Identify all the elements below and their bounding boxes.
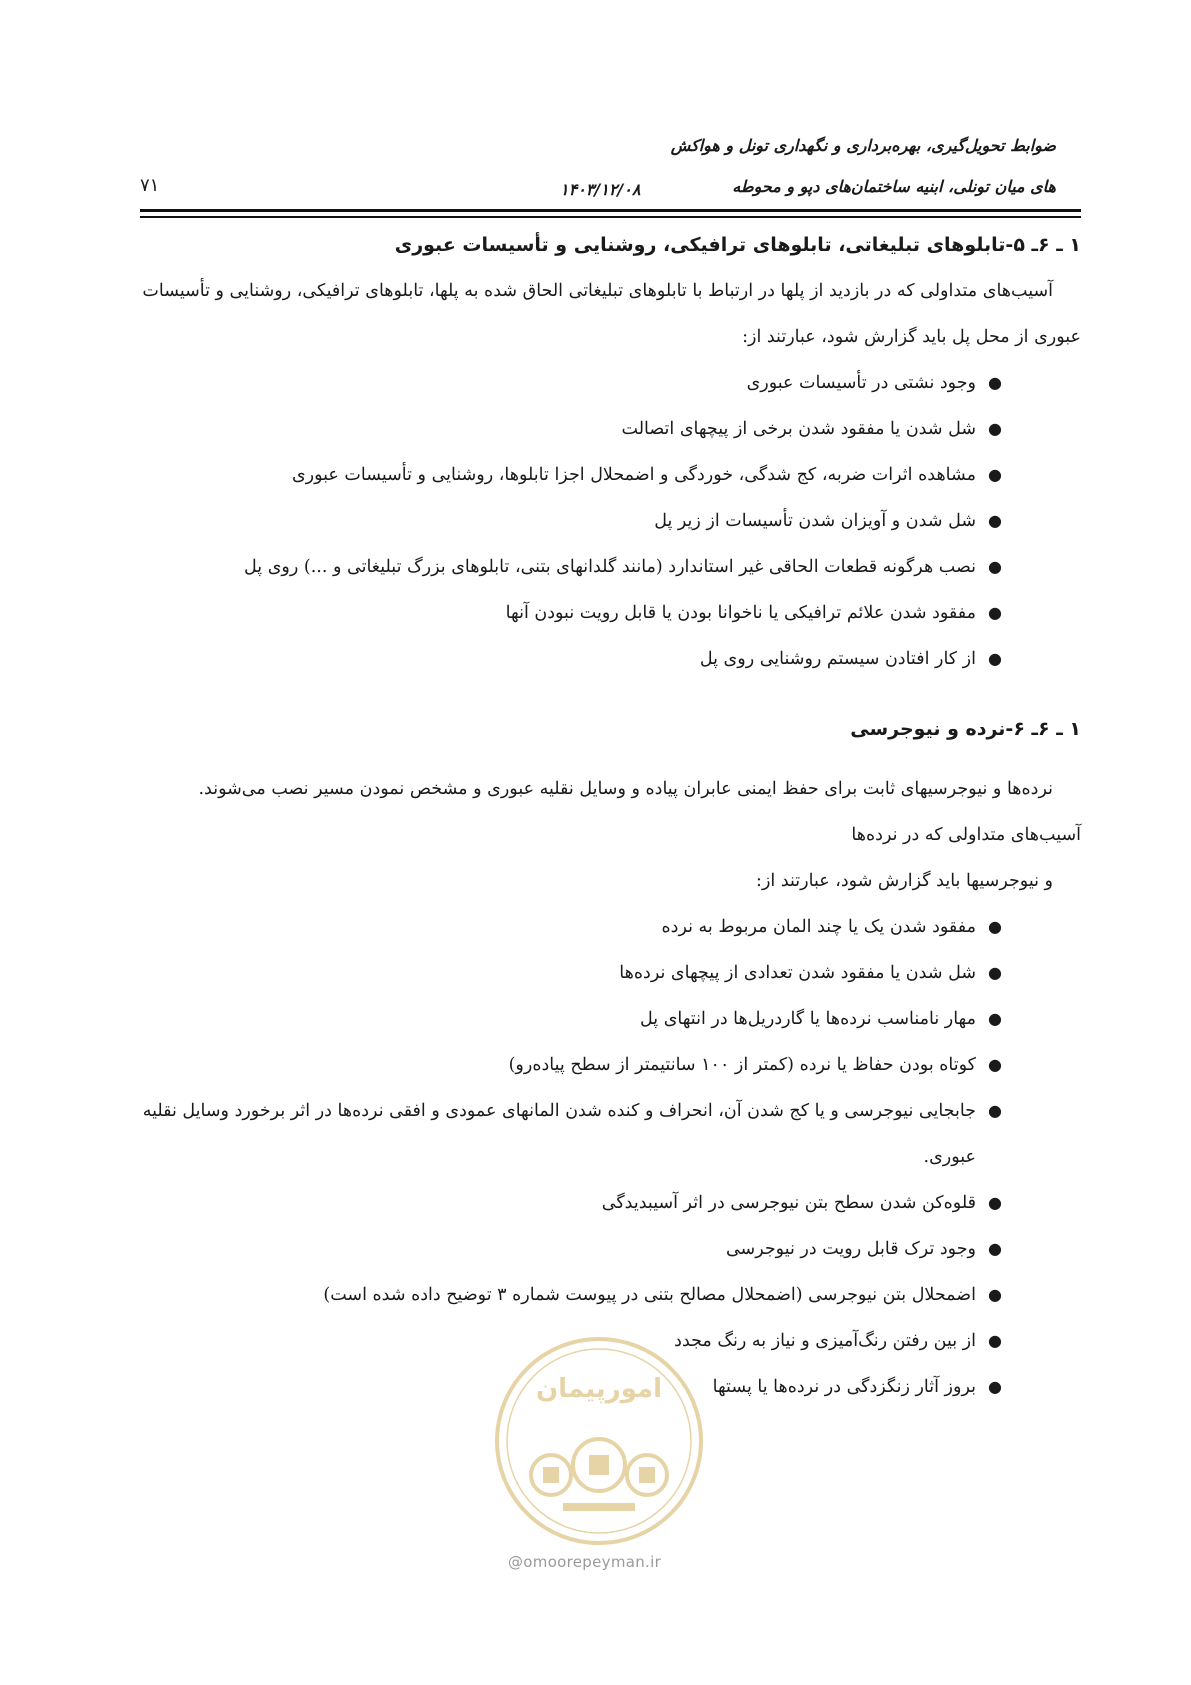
page-content	[140, 222, 1081, 1410]
list-item-text: مهار نامناسب نرده‌ها یا گاردریل‌ها در انتهای پل	[640, 1009, 976, 1029]
list-item-text: مشاهده اثرات ضربه، کج شدگی، خوردگی و اضمحلال اجزا تابلوها، روشنایی و تأسیسات عبوری	[291, 465, 976, 485]
list-item-text: قلوه‌کن شدن سطح بتن نیوجرسی در اثر آسیبدیدگی	[601, 1193, 976, 1213]
bullet-icon: ●	[988, 557, 1002, 576]
running-header-title-line2: های میان تونلی، ابنیه ساختمان‌های دپو و محوطه	[732, 177, 1056, 196]
page-number: ۷۱	[140, 175, 160, 196]
running-header-date: ۱۴۰۳/۱۲/۰۸	[560, 180, 641, 199]
section-heading-signs: ۱ ـ ۶ـ ۵-تابلوهای تبلیغاتی، تابلوهای ترافیکی، روشنایی و تأسیسات عبوری	[394, 234, 1081, 256]
watermark-seal-icon	[493, 1335, 705, 1547]
list-item-text: شل شدن یا مفقود شدن برخی از پیچهای اتصالت	[621, 419, 976, 439]
bullet-icon: ●	[988, 1285, 1002, 1304]
list-item-text: مفقود شدن علائم ترافیکی یا ناخوانا بودن یا قابل رویت نبودن آنها	[505, 603, 976, 623]
list-item	[140, 1180, 1081, 1226]
bullet-icon: ●	[988, 1055, 1002, 1074]
list-item-text: شل شدن یا مفقود شدن تعدادی از پیچهای نرده‌ها	[619, 963, 976, 983]
list-item-text: جابجایی نیوجرسی و یا کج شدن آن، انحراف و کنده شدن المانهای عمودی و افقی نرده‌ها در اثر برخورد وسایل نقلیه عبوری.	[142, 1101, 976, 1167]
list-item-text: شل شدن و آویزان شدن تأسیسات از زیر پل	[654, 511, 976, 531]
bullet-icon: ●	[988, 1009, 1002, 1028]
list-item	[140, 996, 1081, 1042]
section-spacer	[140, 682, 1081, 706]
list-item	[140, 1042, 1081, 1088]
list-item-text: بروز آثار زنگزدگی در نرده‌ها یا پستها	[712, 1377, 976, 1397]
bullet-icon: ●	[988, 963, 1002, 982]
section-intro-signs: آسیب‌های متداولی که در بازدید از پلها در ارتباط با تابلوهای تبلیغاتی الحاق شده به پلها، تابلوهای ترافیکی، روشنایی و تأسیسات عبوری از محل پل باید گزارش شود، عبارتند از:	[142, 281, 1081, 347]
bullet-icon: ●	[988, 1101, 1002, 1120]
bullet-icon: ●	[988, 649, 1002, 668]
list-item-text: کوتاه بودن حفاظ یا نرده (کمتر از ۱۰۰ سانتیمتر از سطح پیاده‌رو)	[508, 1055, 976, 1075]
list-item	[140, 904, 1081, 950]
bullet-icon: ●	[988, 465, 1002, 484]
list-item	[140, 1226, 1081, 1272]
list-item	[140, 636, 1081, 682]
list-item	[140, 590, 1081, 636]
list-item	[140, 1272, 1081, 1318]
list-item-text: از کار افتادن سیستم روشنایی روی پل	[699, 649, 976, 669]
bullet-icon: ●	[988, 1331, 1002, 1350]
list-item-text: از بین رفتن رنگ‌آمیزی و نیاز به رنگ مجدد	[674, 1331, 976, 1351]
bullet-list-signs	[140, 360, 1081, 682]
section-intro-railings-continued: و نیوجرسیها باید گزارش شود، عبارتند از:	[756, 871, 1053, 891]
bullet-icon: ●	[988, 1377, 1002, 1396]
header-rule-thick	[140, 209, 1081, 212]
heading-spacer	[140, 752, 1081, 766]
list-item	[140, 544, 1081, 590]
list-item	[140, 360, 1081, 406]
running-header-title-line1: ضوابط تحویل‌گیری، بهره‌برداری و نگهداری تونل و هواکش	[670, 136, 1056, 155]
bullet-icon: ●	[988, 603, 1002, 622]
bullet-icon: ●	[988, 1239, 1002, 1258]
bullet-icon: ●	[988, 373, 1002, 392]
bullet-icon: ●	[988, 917, 1002, 936]
list-item-text: وجود ترک قابل رویت در نیوجرسی	[725, 1239, 976, 1259]
bullet-icon: ●	[988, 511, 1002, 530]
list-item	[140, 950, 1081, 996]
section-heading-railings: ۱ ـ ۶ـ ۶-نرده و نیوجرسی	[850, 718, 1081, 740]
bullet-icon: ●	[988, 1193, 1002, 1212]
list-item	[140, 1088, 1081, 1180]
watermark-url: @omoorepeyman.ir	[508, 1553, 662, 1571]
list-item	[140, 406, 1081, 452]
list-item-text: وجود نشتی در تأسیسات عبوری	[746, 373, 976, 393]
header-rule-thin	[140, 216, 1081, 218]
list-item-text: اضمحلال بتن نیوجرسی (اضمحلال مصالح بتنی در پیوست شماره ۳ توضیح داده شده است)	[323, 1285, 976, 1305]
list-item	[140, 452, 1081, 498]
list-item-text: مفقود شدن یک یا چند المان مربوط به نرده	[661, 917, 976, 937]
section-intro-railings: نرده‌ها و نیوجرسیهای ثابت برای حفظ ایمنی عابران پیاده و وسایل نقلیه عبوری و مشخص نمودن مسیر نصب می‌شوند. آسیب‌های متداولی که در نرده‌ها	[198, 779, 1081, 845]
list-item-text: نصب هرگونه قطعات الحاقی غیر استاندارد (مانند گلدانهای بتنی، تابلوهای بزرگ تبلیغاتی و ...) روی پل	[244, 557, 976, 577]
list-item	[140, 498, 1081, 544]
bullet-icon: ●	[988, 419, 1002, 438]
seal-text: امورپیمان	[535, 1374, 663, 1404]
